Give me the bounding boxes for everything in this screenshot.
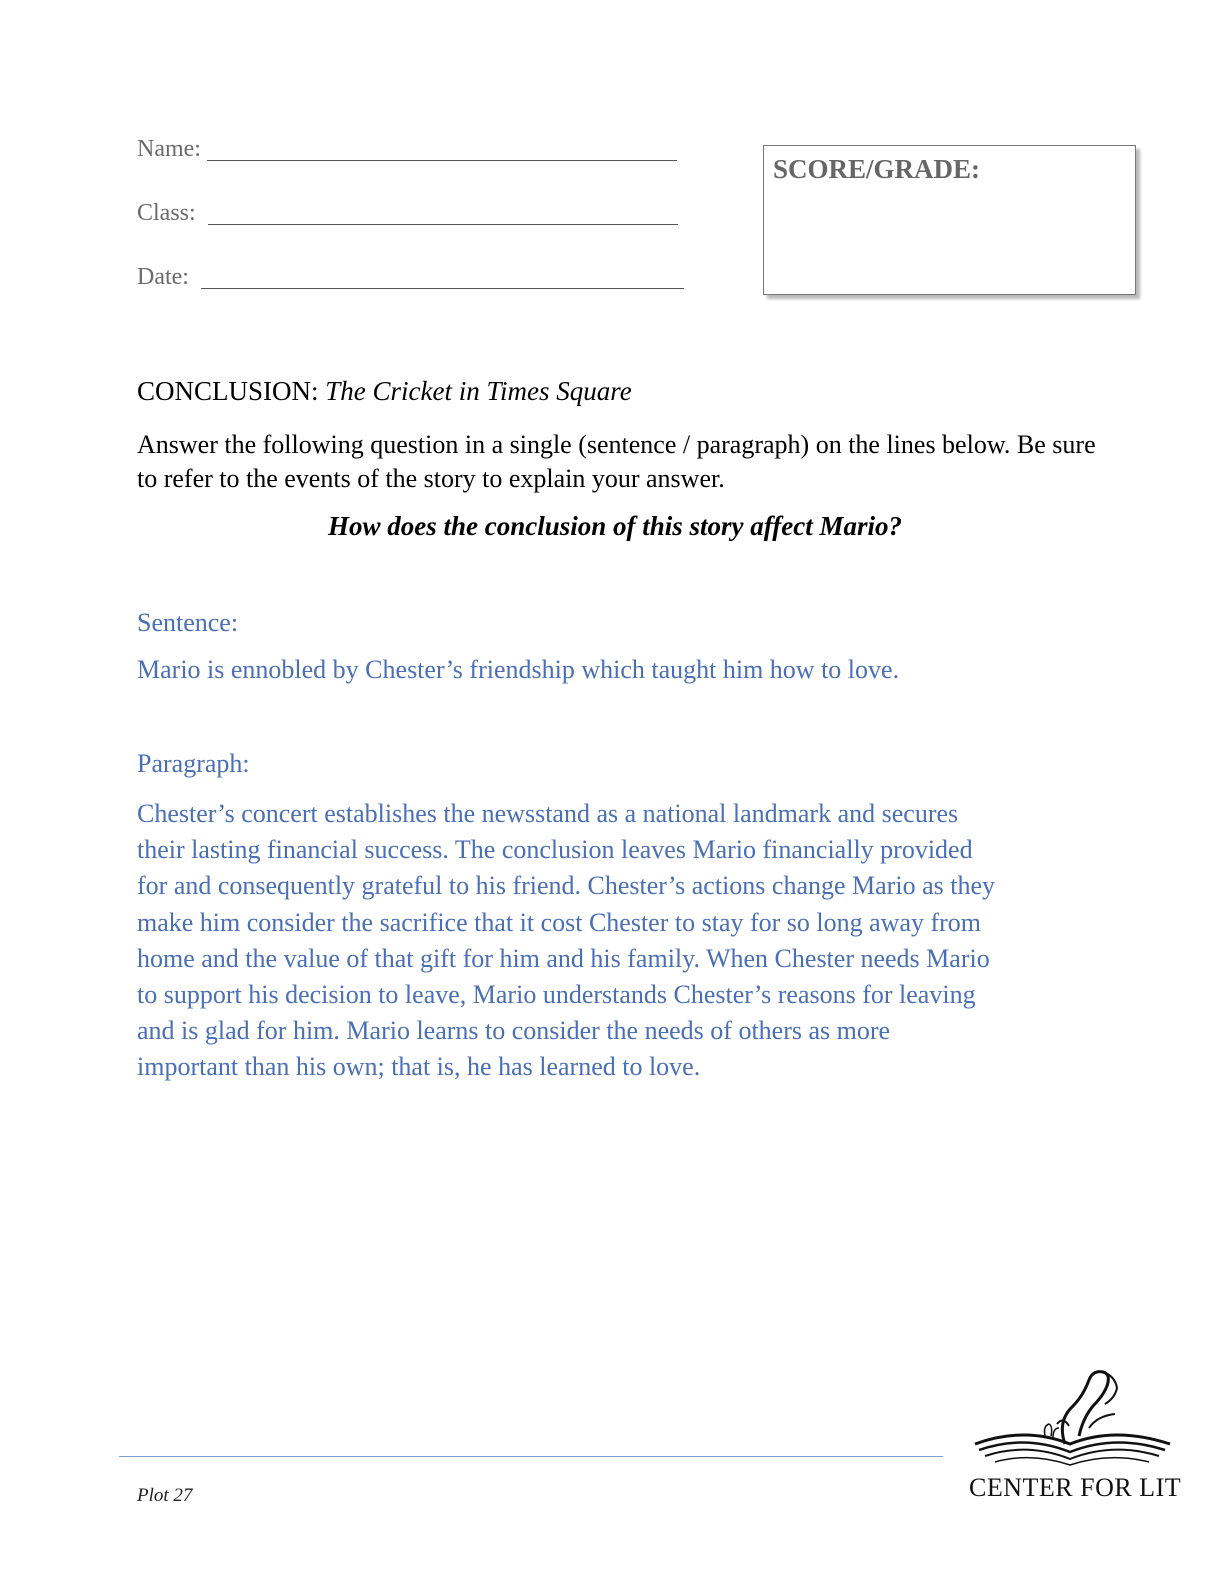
sentence-answer: Mario is ennobled by Chester’s friendship which taught him how to love. (137, 655, 900, 684)
paragraph-line: make him consider the sacrifice that it cost Chester to stay for so long away from (137, 907, 982, 937)
date-label: Date: (137, 264, 189, 290)
pelican-book-icon (965, 1366, 1180, 1476)
paragraph-answer (137, 796, 1087, 1086)
sentence-label: Sentence: (137, 608, 239, 637)
paragraph-line: Chester’s concert establishes the newsstand as a national landmark and secures (137, 799, 959, 828)
logo-text: CENTER FOR LIT (969, 1473, 1182, 1502)
question: How does the conclusion of this story affect Mario? (327, 511, 903, 541)
name-line[interactable] (207, 160, 677, 161)
paragraph-line: for and consequently grateful to his friend. Chester’s actions change Mario as they (137, 871, 995, 901)
center-for-lit-logo (965, 1366, 1180, 1506)
name-label: Name: (137, 136, 201, 162)
score-grade-label: SCORE/GRADE: (773, 154, 981, 184)
title-prefix: CONCLUSION: (137, 376, 326, 406)
paragraph-line: important than his own; that is, he has learned to love. (137, 1052, 701, 1082)
paragraph-line: and is glad for him. Mario learns to consider the needs of others as more (137, 1016, 891, 1046)
paragraph-line: their lasting financial success. The conclusion leaves Mario financially provided (137, 835, 973, 865)
class-label: Class: (137, 200, 196, 226)
paragraph-line: to support his decision to leave, Mario understands Chester’s reasons for leaving (137, 980, 976, 1010)
date-line[interactable] (201, 288, 684, 289)
page-number: Plot 27 (137, 1485, 193, 1506)
instructions: Answer the following question in a single (sentence / paragraph) on the lines below. Be sure to refer to the events of the story to explain your answer. (137, 430, 1096, 493)
score-grade-box (763, 145, 1136, 295)
paragraph-line: home and the value of that gift for him and his family. When Chester needs Mario (137, 943, 990, 973)
paragraph-label: Paragraph: (137, 749, 250, 778)
book-title: The Cricket in Times Square (325, 376, 632, 406)
footer-divider (119, 1456, 943, 1457)
class-line[interactable] (208, 224, 678, 225)
page-title (137, 376, 632, 407)
